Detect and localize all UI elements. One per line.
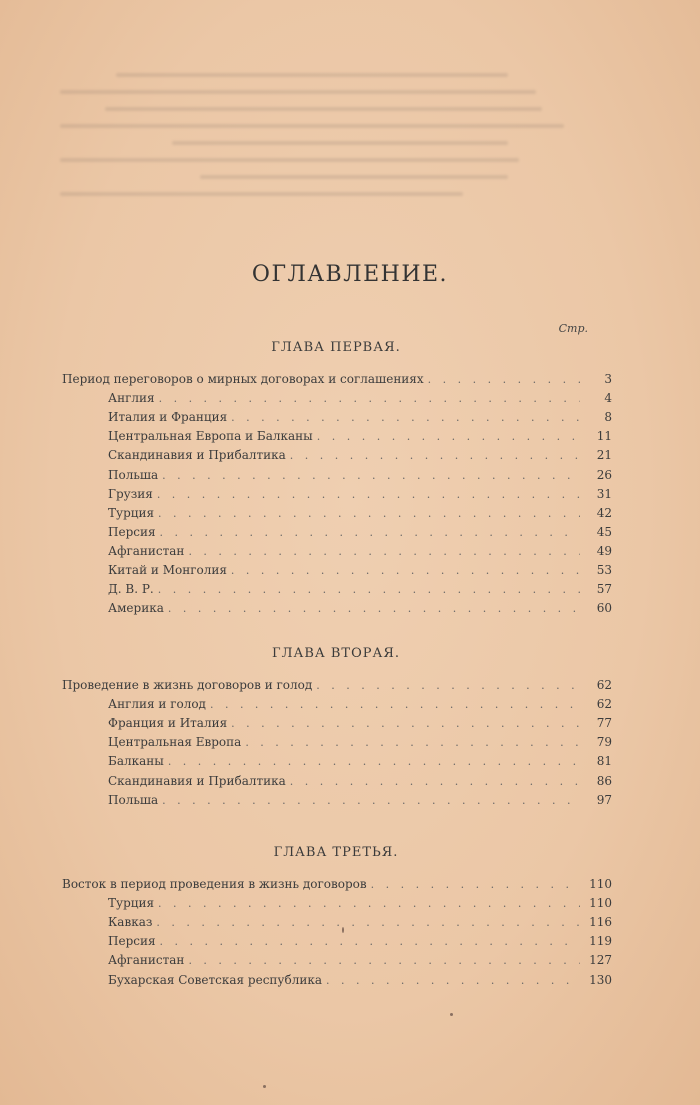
toc-entry-page-number: 127 [589, 953, 612, 968]
toc-entry-label: Италия и Франция [108, 410, 228, 425]
bleed-through-text [60, 60, 620, 270]
dot-leader [159, 390, 580, 408]
toc-entry-page-number: 42 [596, 505, 612, 520]
toc-entry-page-number: 57 [596, 582, 612, 597]
paper-speck [450, 1013, 453, 1016]
dot-leader [290, 773, 580, 791]
toc-entry-page-number: 79 [596, 735, 612, 750]
dot-leader [231, 715, 580, 733]
toc-entry-label: Англия и голод [108, 697, 206, 712]
toc-entry-page-number: 119 [589, 934, 612, 949]
toc-entry-page-number: 4 [604, 391, 612, 406]
toc-sub-entry [108, 523, 612, 541]
toc-entry-label: Центральная Европа и Балканы [108, 429, 313, 444]
toc-sub-entry [108, 791, 612, 809]
toc-entry-label: Скандинавия и Прибалтика [108, 448, 286, 463]
toc-sub-entry [108, 580, 612, 598]
dot-leader [157, 486, 580, 504]
toc-sub-entry [108, 504, 612, 522]
toc-entry-label: Период переговоров о мирных договорах и соглашениях [62, 372, 424, 386]
toc-entry-page-number: 116 [589, 915, 612, 930]
toc-sub-entry [108, 752, 612, 770]
toc-entry-label: Восток в период проведения в жизнь договоров [62, 877, 367, 891]
toc-sub-entry [108, 389, 612, 407]
dot-leader [160, 524, 580, 542]
toc-entry-page-number: 130 [589, 972, 612, 987]
toc-sub-entry [108, 561, 612, 579]
toc-entry-page-number: 62 [596, 678, 612, 692]
toc-entry-label: Кавказ [108, 915, 153, 930]
toc-main-entry [62, 370, 612, 388]
toc-sub-entry [108, 408, 612, 426]
paper-speck [342, 927, 344, 933]
toc-entry-label: Афганистан [108, 543, 185, 558]
dot-leader [245, 734, 580, 752]
chapter-heading: ГЛАВА ВТОРАЯ. [272, 646, 400, 661]
dot-leader [168, 753, 580, 771]
toc-entry-page-number: 62 [596, 697, 612, 712]
dot-leader [162, 792, 580, 810]
dot-leader [158, 505, 580, 523]
toc-entry-label: Америка [108, 601, 164, 616]
toc-entry-page-number: 31 [596, 486, 612, 501]
dot-leader [188, 543, 580, 561]
dot-leader [290, 447, 580, 465]
toc-entry-label: Китай и Монголия [108, 563, 227, 577]
toc-sub-entry [108, 427, 612, 445]
toc-sub-entry [108, 599, 612, 617]
toc-entry-page-number: 110 [589, 877, 612, 891]
dot-leader [316, 677, 580, 695]
toc-sub-entry [108, 951, 612, 969]
toc-entry-page-number: 86 [596, 773, 612, 788]
toc-entry-label: Турция [108, 505, 155, 520]
toc-entry-label: Скандинавия и Прибалтика [108, 773, 286, 788]
toc-entry-label: Франция и Италия [108, 716, 228, 731]
toc-entry-page-number: 8 [604, 410, 612, 425]
toc-sub-entry [108, 913, 612, 931]
dot-leader [156, 914, 580, 932]
dot-leader [371, 876, 580, 894]
toc-sub-entry [108, 446, 612, 464]
toc-entry-page-number: 77 [596, 716, 612, 731]
toc-entry-label: Центральная Европа [108, 735, 242, 750]
toc-entry-label: Персия [108, 524, 156, 539]
toc-entry-label: Турция [108, 896, 155, 911]
toc-sub-entry [108, 772, 612, 790]
toc-sub-entry [108, 733, 612, 751]
toc-entry-label: Д. В. Р. [108, 582, 154, 597]
toc-sub-entry [108, 542, 612, 560]
toc-entry-page-number: 26 [596, 467, 612, 482]
toc-entry-page-number: 110 [589, 896, 612, 911]
toc-entry-page-number: 97 [596, 792, 612, 807]
toc-entry-page-number: 11 [596, 429, 612, 444]
toc-entry-label: Балканы [108, 754, 164, 769]
dot-leader [160, 933, 580, 951]
toc-entry-label: Польша [108, 467, 159, 482]
toc-sub-entry [108, 932, 612, 950]
toc-entry-label: Грузия [108, 486, 153, 501]
dot-leader [317, 428, 580, 446]
toc-entry-page-number: 53 [596, 563, 612, 577]
toc-sub-entry [108, 714, 612, 732]
dot-leader [231, 562, 580, 580]
toc-sub-entry [108, 695, 612, 713]
dot-leader [326, 972, 580, 990]
dot-leader [158, 895, 580, 913]
chapter-heading: ГЛАВА ПЕРВАЯ. [271, 340, 401, 355]
dot-leader [158, 581, 580, 599]
toc-entry-label: Польша [108, 792, 159, 807]
paper-speck [263, 1085, 266, 1088]
dot-leader [162, 467, 580, 485]
toc-entry-page-number: 3 [604, 372, 612, 386]
dot-leader [168, 600, 580, 618]
toc-entry-page-number: 60 [596, 601, 612, 616]
dot-leader [428, 371, 580, 389]
toc-main-entry [62, 875, 612, 893]
dot-leader [188, 952, 580, 970]
toc-entry-label: Англия [108, 391, 155, 406]
toc-entry-label: Проведение в жизнь договоров и голод [62, 678, 313, 692]
dot-leader [210, 696, 580, 714]
chapter-heading: ГЛАВА ТРЕТЬЯ. [273, 845, 399, 860]
toc-entry-label: Бухарская Советская республика [108, 972, 322, 987]
toc-entry-label: Персия [108, 934, 156, 949]
toc-entry-page-number: 81 [596, 754, 612, 769]
dot-leader [231, 409, 580, 427]
page-title: ОГЛАВЛЕНИЕ. [251, 262, 449, 287]
page-column-label: Стр. [558, 322, 588, 335]
toc-entry-page-number: 49 [596, 543, 612, 558]
toc-entry-label: Афганистан [108, 953, 185, 968]
toc-entry-page-number: 21 [596, 448, 612, 463]
toc-main-entry [62, 676, 612, 694]
toc-sub-entry [108, 971, 612, 989]
toc-entry-page-number: 45 [596, 524, 612, 539]
toc-sub-entry [108, 466, 612, 484]
toc-sub-entry [108, 894, 612, 912]
toc-sub-entry [108, 485, 612, 503]
